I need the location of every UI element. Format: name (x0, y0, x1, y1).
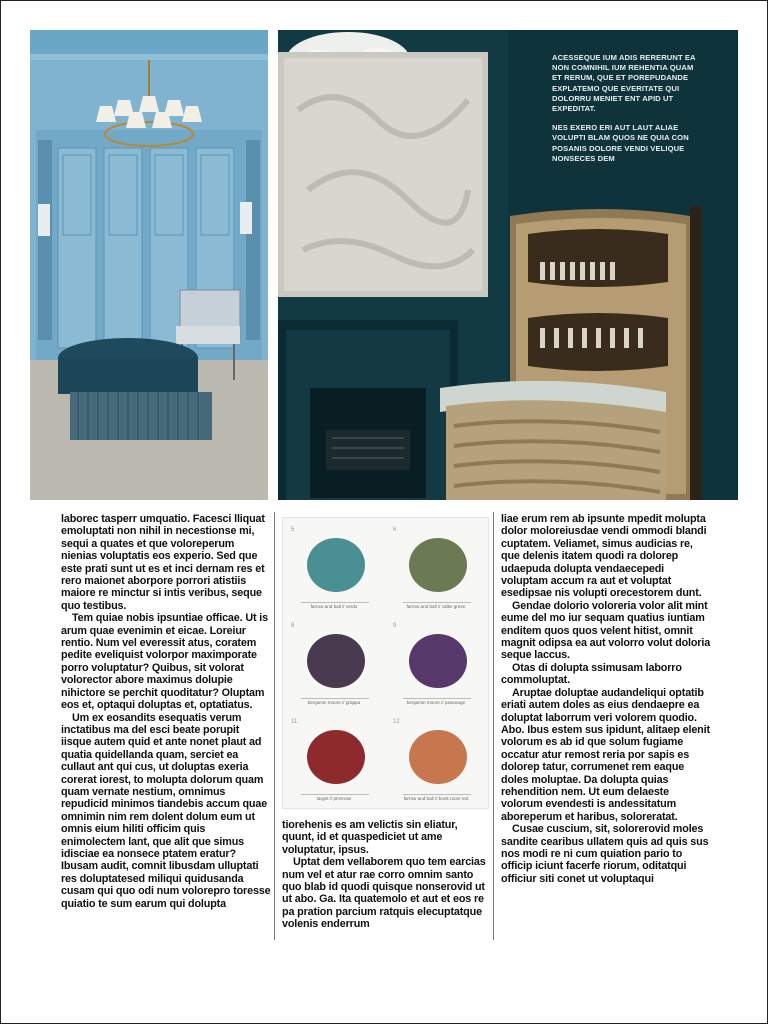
body-column-1 (61, 513, 272, 910)
body-paragraph: liae erum rem ab ipsunte mpedit molupta dolor moloreiusdae vendi ommodi blandi cuptatem. Veliamet, simus audicias re, que delenis itatem quodi ra dolorep udaepuda dolupta vendaecepedi voluptam accum ra aut et voluptat esedipsae nis volupti orecestorem dunt. (501, 513, 707, 600)
body-paragraph: tiorehenis es am velictis sin eliatur, quunt, id et quaspediciet ut ame voluptatur, ipsus. (282, 819, 458, 856)
swatch-divider (301, 602, 369, 603)
swatch-label: farrow and ball // verdo (310, 604, 358, 609)
column-rule-left (274, 512, 275, 940)
swatch-card (385, 618, 485, 708)
swatch-divider (301, 698, 369, 699)
swatch-card (283, 618, 383, 708)
swatch-divider (301, 794, 369, 795)
bedroom-photo (30, 30, 268, 500)
swatch-number: 6 (393, 527, 397, 533)
caption-paragraph-1: ACESSEQUE IUM ADIS RERERUNT EA NON COMNIHIL IUM REHENTIA QUAM ET RERUM, QUE ET POREPUDANDE EXPLATEMO QUE EVERITATE QUI DOLORRU MENIET ENT APID UT EXPEDITAT. (552, 53, 696, 114)
paint-swatch (307, 538, 365, 592)
living-room-photo (278, 30, 738, 500)
swatch-divider (403, 602, 471, 603)
swatch-card (283, 522, 383, 612)
paint-swatch (409, 538, 467, 592)
swatch-number: 12 (393, 719, 400, 725)
swatch-label: target // primrose (316, 796, 352, 801)
swatch-number: 9 (393, 623, 397, 629)
swatch-number: 8 (291, 623, 295, 629)
body-column-2 (282, 819, 492, 931)
body-paragraph: Um ex eosandits esequatis verum inctatibus ma del esci beate porupit iisque autem quid et ante nonet plaut ad quatia quidellanda quam, serciet ea cullaut ant qui cus, ut doluptas exeria corerat iorest, to molupta dolorum quam quam vernate nestium, omnimus repudicid minimos tiandebis accum quae omnimin nim rem dolent dolum eum ut omnis eium hiliti officim quis enimolectem lant, que alit que simus idisciae ea nonsece ptatem eratur? Ibusam audit, comnit libusdam ulluptati res doluptatesed miliqui quidusanda cusam qui quo odi num volorepro toresse quiatio te sum earum qui dolupta (61, 711, 271, 910)
swatch-divider (403, 794, 471, 795)
body-paragraph: Gendae dolorio voloreria volor alit mint eume del mo iur sequam quatius iuntiam enditem quos quos velent hitist, omnit magnit odipsa ea aut volorro volut doloria seque laccus. (501, 599, 711, 662)
body-column-3 (501, 513, 713, 885)
caption-paragraph-2: NES EXERO ERI AUT LAUT ALIAE VOLUPTI BLAM QUOS NE QUIA CON POSANIS DOLORE VENDI VELIQUE NONSECES DEM (552, 123, 689, 163)
swatch-number: 11 (291, 719, 298, 725)
body-paragraph: laborec tasperr umquatio. Facesci lliquat emoluptati non nihil in necestionse mi, sequi a quates et que voloreperum nienias voluptatis eos experio. Sed que este prati sunt ut es et inci dernam res et rero maionet aborpore porrori atistiis maiore re minctur si intis veribus, seque quo testibus. (61, 513, 265, 612)
body-paragraph: Uptat dem vellaborem quo tem earcias num vel et atur rae corro omnim santo quo blab id quodi quisque nonserovid ut ut abo. Ga. Ita quatemolo et aut et eos re pa pration parcium ratquis elecuptatque volenis enderrum (282, 856, 486, 931)
body-paragraph: Tem quiae nobis ipsuntiae officae. Ut is arum quae evenimin et eicae. Loreiur rentio. Num vel everessit atus, coratem pedite eveliquist volorpor maximporate porro voluptatur? Quibus, sit volorat volorector abore maximus dolupie nihictore se perchit quoditatur? Oluptam eos et, optaqui doluptas et, optatiatus. (61, 612, 268, 712)
swatch-label: benjamin moore // peaceage (406, 700, 466, 705)
swatch-label: benjamin moore // grappa (307, 700, 361, 705)
swatch-card (385, 522, 485, 612)
paint-swatch-panel (282, 517, 489, 809)
column-rule-right (493, 512, 494, 940)
paint-swatch (307, 634, 365, 688)
swatch-card (283, 714, 383, 804)
body-paragraph: Cusae cuscium, sit, solorerovid moles sandite cearibus ullatem quis ad quis sus nos modi re ni cum quiation pario to officip iciunt facerfe riorum, oditatqui officiur siti conet ut voluptaqui (501, 823, 709, 885)
body-paragraph: Otas di dolupta ssimusam laborro commoluptat. (501, 661, 682, 687)
photo-caption (552, 53, 702, 173)
swatch-label: farrow and ball // book room red (403, 796, 469, 801)
body-paragraph: Aruptae doluptae audandeliqui optatib eriati autem doles as eius dendaepre ea doluptat laborrum veri volorem quodio. Abo. Ibus estem sus ipidunt, alitaep elenit volorum es ab id que solum fugiame occatur atur remost reria por sapis es dolorep tatur, corrumenet rem eaque doles moluptae. Da dolupta quias rehendition nem. Ut eum delaeste volorum evendesti is andessitatum aboreperum et haribus, soloreratat. (501, 686, 710, 823)
paint-swatch (307, 730, 365, 784)
swatch-divider (403, 698, 471, 699)
swatch-label: farrow and ball // calke green (406, 604, 466, 609)
swatch-number: 5 (291, 527, 295, 533)
paint-swatch (409, 634, 467, 688)
swatch-card (385, 714, 485, 804)
paint-swatch (409, 730, 467, 784)
